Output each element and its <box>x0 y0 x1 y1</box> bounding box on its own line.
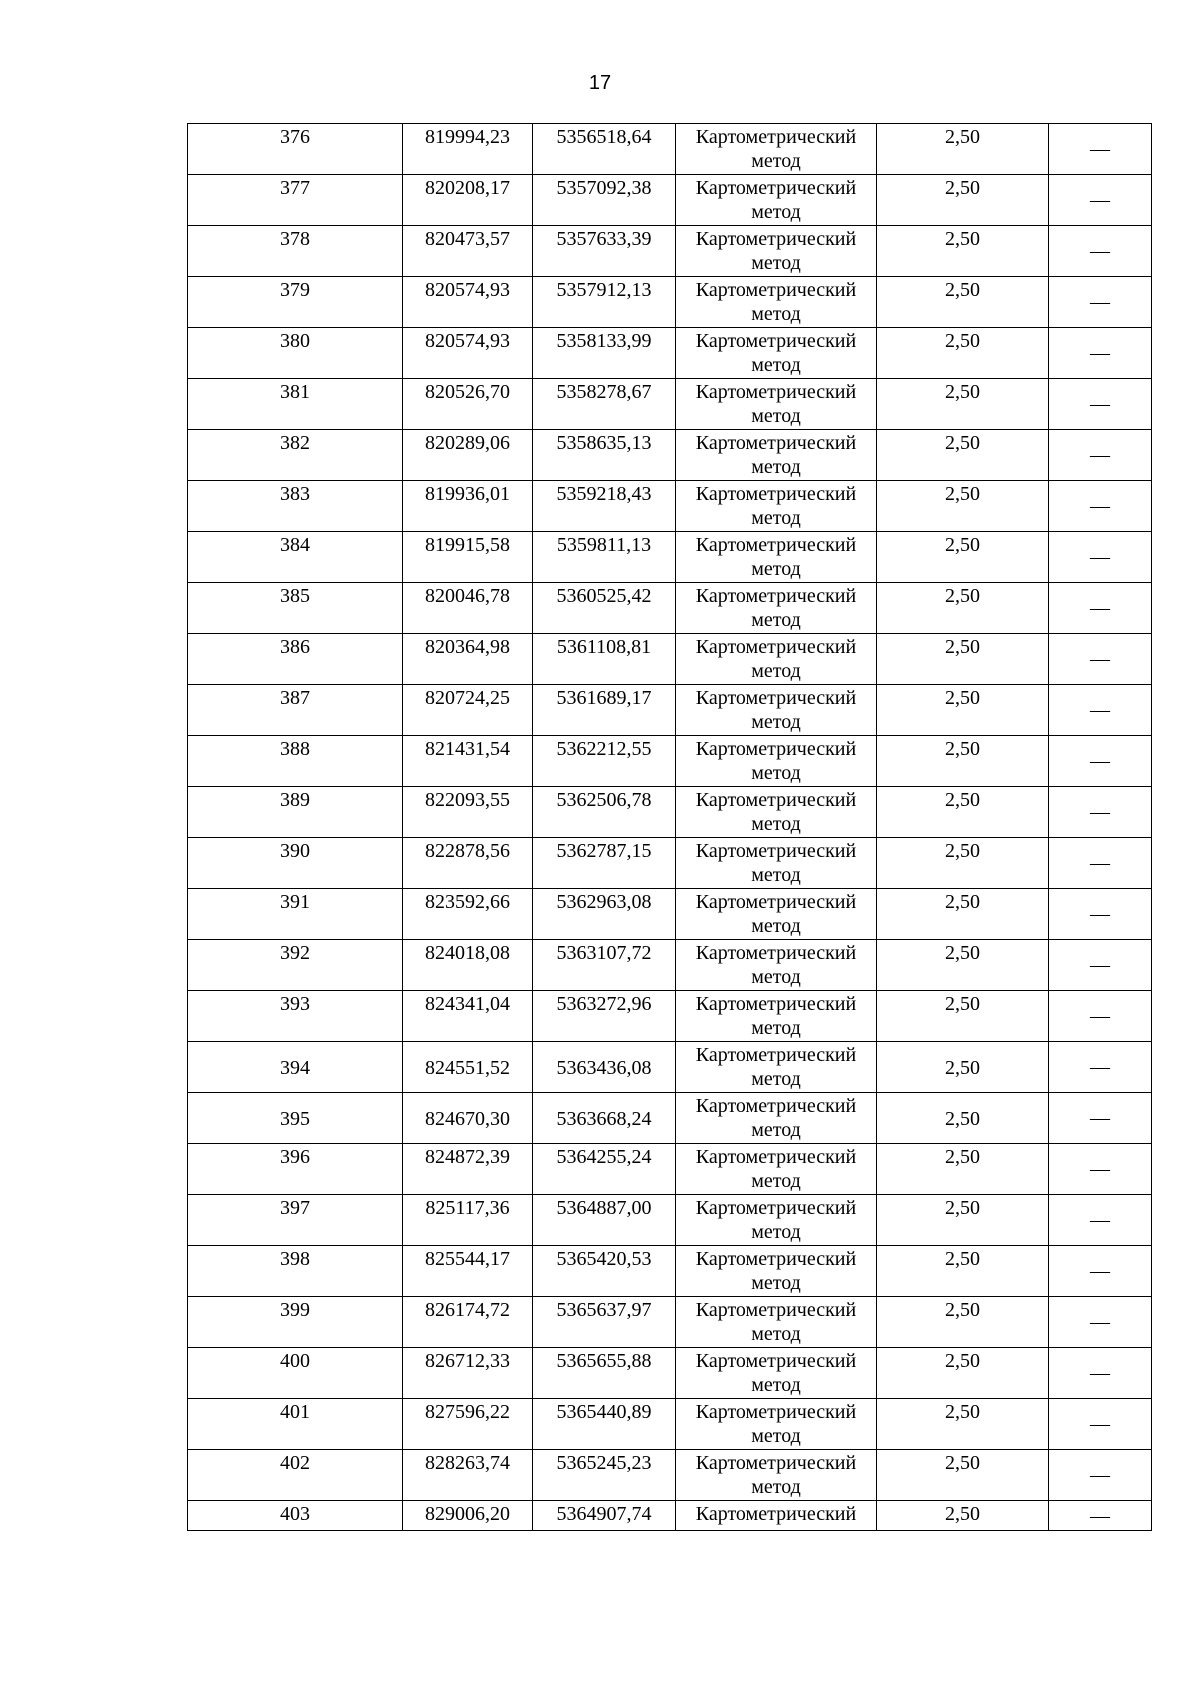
method-cell <box>676 1042 877 1093</box>
table-row <box>188 583 1152 634</box>
accuracy-cell: 2,50 <box>877 277 1049 328</box>
description-cell: — <box>1049 1246 1152 1297</box>
y-coordinate-cell: 5365637,97 <box>533 1297 676 1348</box>
description-cell: — <box>1049 226 1152 277</box>
x-coordinate-cell: 820574,93 <box>403 328 533 379</box>
description-cell: — <box>1049 1399 1152 1450</box>
y-coordinate-cell: 5363436,08 <box>533 1042 676 1093</box>
table-row <box>188 634 1152 685</box>
table-row <box>188 1297 1152 1348</box>
point-number-cell: 388 <box>188 736 403 787</box>
description-cell: — <box>1049 481 1152 532</box>
method-line-1: Картометрический <box>695 891 857 913</box>
accuracy-cell: 2,50 <box>877 940 1049 991</box>
method-line-1: Картометрический <box>695 1401 857 1423</box>
x-coordinate-cell: 824872,39 <box>403 1144 533 1195</box>
method-line-1: Картометрический <box>695 330 857 352</box>
method-cell <box>676 277 877 328</box>
point-number-cell: 391 <box>188 889 403 940</box>
accuracy-cell: 2,50 <box>877 481 1049 532</box>
method-cell <box>676 583 877 634</box>
description-cell: — <box>1049 889 1152 940</box>
y-coordinate-cell: 5358635,13 <box>533 430 676 481</box>
point-number-cell: 395 <box>188 1093 403 1144</box>
x-coordinate-cell: 820364,98 <box>403 634 533 685</box>
description-cell: — <box>1049 430 1152 481</box>
y-coordinate-cell: 5361689,17 <box>533 685 676 736</box>
table-row <box>188 787 1152 838</box>
method-line-2: метод <box>751 150 801 172</box>
accuracy-cell: 2,50 <box>877 1246 1049 1297</box>
table-row <box>188 991 1152 1042</box>
method-line-2: метод <box>751 1323 801 1345</box>
coordinates-table <box>187 123 1152 1531</box>
method-line-1: Картометрический <box>695 534 857 556</box>
point-number-cell: 400 <box>188 1348 403 1399</box>
method-line-2: метод <box>751 1068 801 1090</box>
x-coordinate-cell: 820208,17 <box>403 175 533 226</box>
method-line-2: метод <box>751 813 801 835</box>
table-row <box>188 1450 1152 1501</box>
accuracy-cell: 2,50 <box>877 583 1049 634</box>
point-number-cell: 401 <box>188 1399 403 1450</box>
table-row <box>188 328 1152 379</box>
y-coordinate-cell: 5363107,72 <box>533 940 676 991</box>
table-row <box>188 1399 1152 1450</box>
method-cell <box>676 991 877 1042</box>
method-cell <box>676 226 877 277</box>
point-number-cell: 378 <box>188 226 403 277</box>
description-cell: — <box>1049 1093 1152 1144</box>
accuracy-cell: 2,50 <box>877 634 1049 685</box>
method-line-1: Картометрический <box>695 177 857 199</box>
description-cell: — <box>1049 328 1152 379</box>
method-line-2: метод <box>751 456 801 478</box>
point-number-cell: 380 <box>188 328 403 379</box>
method-cell <box>676 1246 877 1297</box>
description-cell: — <box>1049 1042 1152 1093</box>
x-coordinate-cell: 820724,25 <box>403 685 533 736</box>
x-coordinate-cell: 819994,23 <box>403 124 533 175</box>
x-coordinate-cell: 820046,78 <box>403 583 533 634</box>
method-cell <box>676 1399 877 1450</box>
accuracy-cell: 2,50 <box>877 1144 1049 1195</box>
accuracy-cell: 2,50 <box>877 175 1049 226</box>
table-row <box>188 685 1152 736</box>
table-row <box>188 1348 1152 1399</box>
method-cell <box>676 1450 877 1501</box>
table-row <box>188 940 1152 991</box>
method-line-2: метод <box>751 1425 801 1447</box>
accuracy-cell: 2,50 <box>877 838 1049 889</box>
method-line-1: Картометрический <box>695 738 857 760</box>
method-line-2: метод <box>751 1476 801 1498</box>
description-cell: — <box>1049 1450 1152 1501</box>
method-line-1: Картометрический <box>695 1503 857 1525</box>
y-coordinate-cell: 5363668,24 <box>533 1093 676 1144</box>
method-cell <box>676 430 877 481</box>
y-coordinate-cell: 5365440,89 <box>533 1399 676 1450</box>
y-coordinate-cell: 5359811,13 <box>533 532 676 583</box>
x-coordinate-cell: 820289,06 <box>403 430 533 481</box>
method-cell <box>676 532 877 583</box>
x-coordinate-cell: 823592,66 <box>403 889 533 940</box>
method-cell <box>676 634 877 685</box>
description-cell: — <box>1049 124 1152 175</box>
table-row <box>188 889 1152 940</box>
point-number-cell: 387 <box>188 685 403 736</box>
method-cell <box>676 124 877 175</box>
method-cell <box>676 1348 877 1399</box>
method-cell <box>676 685 877 736</box>
table-row <box>188 226 1152 277</box>
method-line-2: метод <box>751 252 801 274</box>
x-coordinate-cell: 826174,72 <box>403 1297 533 1348</box>
y-coordinate-cell: 5364255,24 <box>533 1144 676 1195</box>
y-coordinate-cell: 5358133,99 <box>533 328 676 379</box>
coordinates-table-body <box>188 124 1152 1531</box>
method-line-1: Картометрический <box>695 1350 857 1372</box>
method-cell <box>676 1093 877 1144</box>
method-cell <box>676 175 877 226</box>
description-cell: — <box>1049 1348 1152 1399</box>
method-line-2: метод <box>751 1017 801 1039</box>
table-row <box>188 1093 1152 1144</box>
x-coordinate-cell: 822878,56 <box>403 838 533 889</box>
description-cell: — <box>1049 175 1152 226</box>
y-coordinate-cell: 5365245,23 <box>533 1450 676 1501</box>
table-row <box>188 1195 1152 1246</box>
table-row <box>188 430 1152 481</box>
method-cell <box>676 1501 877 1531</box>
x-coordinate-cell: 819915,58 <box>403 532 533 583</box>
method-line-2: метод <box>751 303 801 325</box>
y-coordinate-cell: 5365655,88 <box>533 1348 676 1399</box>
method-cell <box>676 328 877 379</box>
method-line-1: Картометрический <box>695 840 857 862</box>
point-number-cell: 403 <box>188 1501 403 1531</box>
y-coordinate-cell: 5361108,81 <box>533 634 676 685</box>
method-line-1: Картометрический <box>695 1146 857 1168</box>
method-line-2: метод <box>751 201 801 223</box>
method-line-1: Картометрический <box>695 126 857 148</box>
x-coordinate-cell: 824551,52 <box>403 1042 533 1093</box>
method-line-1: Картометрический <box>695 1197 857 1219</box>
accuracy-cell: 2,50 <box>877 1399 1049 1450</box>
x-coordinate-cell: 824670,30 <box>403 1093 533 1144</box>
y-coordinate-cell: 5356518,64 <box>533 124 676 175</box>
method-line-1: Картометрический <box>695 1095 857 1117</box>
x-coordinate-cell: 824341,04 <box>403 991 533 1042</box>
description-cell: — <box>1049 277 1152 328</box>
method-line-1: Картометрический <box>695 636 857 658</box>
method-line-1: Картометрический <box>695 942 857 964</box>
method-line-2: метод <box>751 354 801 376</box>
y-coordinate-cell: 5357912,13 <box>533 277 676 328</box>
method-line-1: Картометрический <box>695 432 857 454</box>
y-coordinate-cell: 5362963,08 <box>533 889 676 940</box>
x-coordinate-cell: 822093,55 <box>403 787 533 838</box>
table-row <box>188 736 1152 787</box>
accuracy-cell: 2,50 <box>877 1195 1049 1246</box>
point-number-cell: 382 <box>188 430 403 481</box>
accuracy-cell: 2,50 <box>877 736 1049 787</box>
method-cell <box>676 940 877 991</box>
point-number-cell: 396 <box>188 1144 403 1195</box>
method-line-1: Картометрический <box>695 789 857 811</box>
method-line-1: Картометрический <box>695 279 857 301</box>
x-coordinate-cell: 826712,33 <box>403 1348 533 1399</box>
description-cell: — <box>1049 787 1152 838</box>
method-cell <box>676 838 877 889</box>
method-cell <box>676 481 877 532</box>
x-coordinate-cell: 820473,57 <box>403 226 533 277</box>
y-coordinate-cell: 5357633,39 <box>533 226 676 277</box>
point-number-cell: 402 <box>188 1450 403 1501</box>
method-line-2: метод <box>751 1374 801 1396</box>
method-line-1: Картометрический <box>695 1248 857 1270</box>
description-cell: — <box>1049 1195 1152 1246</box>
method-line-2: метод <box>751 966 801 988</box>
method-line-1: Картометрический <box>695 1044 857 1066</box>
point-number-cell: 379 <box>188 277 403 328</box>
method-line-2: метод <box>751 915 801 937</box>
x-coordinate-cell: 825117,36 <box>403 1195 533 1246</box>
description-cell: — <box>1049 379 1152 430</box>
description-cell: — <box>1049 532 1152 583</box>
accuracy-cell: 2,50 <box>877 1042 1049 1093</box>
table-row <box>188 1144 1152 1195</box>
point-number-cell: 398 <box>188 1246 403 1297</box>
point-number-cell: 377 <box>188 175 403 226</box>
accuracy-cell: 2,50 <box>877 430 1049 481</box>
accuracy-cell: 2,50 <box>877 1093 1049 1144</box>
method-line-2: метод <box>751 405 801 427</box>
table-row <box>188 175 1152 226</box>
description-cell: — <box>1049 736 1152 787</box>
point-number-cell: 376 <box>188 124 403 175</box>
table-row <box>188 532 1152 583</box>
description-cell: — <box>1049 940 1152 991</box>
x-coordinate-cell: 819936,01 <box>403 481 533 532</box>
point-number-cell: 386 <box>188 634 403 685</box>
accuracy-cell: 2,50 <box>877 1348 1049 1399</box>
method-line-2: метод <box>751 1272 801 1294</box>
method-line-2: метод <box>751 762 801 784</box>
point-number-cell: 392 <box>188 940 403 991</box>
method-line-1: Картометрический <box>695 483 857 505</box>
x-coordinate-cell: 820574,93 <box>403 277 533 328</box>
accuracy-cell: 2,50 <box>877 532 1049 583</box>
accuracy-cell: 2,50 <box>877 379 1049 430</box>
point-number-cell: 394 <box>188 1042 403 1093</box>
table-row <box>188 481 1152 532</box>
method-line-2: метод <box>751 1119 801 1141</box>
method-line-2: метод <box>751 864 801 886</box>
x-coordinate-cell: 829006,20 <box>403 1501 533 1531</box>
x-coordinate-cell: 820526,70 <box>403 379 533 430</box>
accuracy-cell: 2,50 <box>877 1501 1049 1531</box>
y-coordinate-cell: 5359218,43 <box>533 481 676 532</box>
method-cell <box>676 736 877 787</box>
description-cell: — <box>1049 583 1152 634</box>
method-cell <box>676 1195 877 1246</box>
point-number-cell: 393 <box>188 991 403 1042</box>
table-row <box>188 124 1152 175</box>
y-coordinate-cell: 5364907,74 <box>533 1501 676 1531</box>
description-cell: — <box>1049 991 1152 1042</box>
method-cell <box>676 1144 877 1195</box>
table-row <box>188 1246 1152 1297</box>
description-cell: — <box>1049 1297 1152 1348</box>
description-cell: — <box>1049 838 1152 889</box>
method-cell <box>676 379 877 430</box>
point-number-cell: 399 <box>188 1297 403 1348</box>
accuracy-cell: 2,50 <box>877 889 1049 940</box>
description-cell: — <box>1049 685 1152 736</box>
method-line-2: метод <box>751 507 801 529</box>
method-line-2: метод <box>751 711 801 733</box>
point-number-cell: 390 <box>188 838 403 889</box>
y-coordinate-cell: 5363272,96 <box>533 991 676 1042</box>
table-row <box>188 379 1152 430</box>
method-line-1: Картометрический <box>695 381 857 403</box>
description-cell: — <box>1049 1144 1152 1195</box>
description-cell: — <box>1049 1501 1152 1531</box>
description-cell: — <box>1049 634 1152 685</box>
method-line-2: метод <box>751 1170 801 1192</box>
method-line-1: Картометрический <box>695 1299 857 1321</box>
table-row <box>188 277 1152 328</box>
x-coordinate-cell: 824018,08 <box>403 940 533 991</box>
method-line-1: Картометрический <box>695 1452 857 1474</box>
y-coordinate-cell: 5364887,00 <box>533 1195 676 1246</box>
x-coordinate-cell: 821431,54 <box>403 736 533 787</box>
method-cell <box>676 1297 877 1348</box>
accuracy-cell: 2,50 <box>877 991 1049 1042</box>
accuracy-cell: 2,50 <box>877 787 1049 838</box>
x-coordinate-cell: 828263,74 <box>403 1450 533 1501</box>
method-line-2: метод <box>751 660 801 682</box>
y-coordinate-cell: 5365420,53 <box>533 1246 676 1297</box>
point-number-cell: 397 <box>188 1195 403 1246</box>
y-coordinate-cell: 5358278,67 <box>533 379 676 430</box>
table-row <box>188 1501 1152 1531</box>
y-coordinate-cell: 5362212,55 <box>533 736 676 787</box>
table-row <box>188 1042 1152 1093</box>
table-row <box>188 838 1152 889</box>
y-coordinate-cell: 5360525,42 <box>533 583 676 634</box>
accuracy-cell: 2,50 <box>877 685 1049 736</box>
method-line-2: метод <box>751 609 801 631</box>
point-number-cell: 381 <box>188 379 403 430</box>
method-cell <box>676 889 877 940</box>
method-line-1: Картометрический <box>695 585 857 607</box>
point-number-cell: 383 <box>188 481 403 532</box>
accuracy-cell: 2,50 <box>877 1450 1049 1501</box>
x-coordinate-cell: 827596,22 <box>403 1399 533 1450</box>
point-number-cell: 389 <box>188 787 403 838</box>
accuracy-cell: 2,50 <box>877 1297 1049 1348</box>
point-number-cell: 385 <box>188 583 403 634</box>
accuracy-cell: 2,50 <box>877 226 1049 277</box>
method-line-1: Картометрический <box>695 228 857 250</box>
x-coordinate-cell: 825544,17 <box>403 1246 533 1297</box>
accuracy-cell: 2,50 <box>877 328 1049 379</box>
y-coordinate-cell: 5362787,15 <box>533 838 676 889</box>
accuracy-cell: 2,50 <box>877 124 1049 175</box>
y-coordinate-cell: 5357092,38 <box>533 175 676 226</box>
method-line-1: Картометрический <box>695 993 857 1015</box>
method-line-2: метод <box>751 1221 801 1243</box>
page-number: 17 <box>588 72 612 94</box>
point-number-cell: 384 <box>188 532 403 583</box>
method-cell <box>676 787 877 838</box>
method-line-1: Картометрический <box>695 687 857 709</box>
y-coordinate-cell: 5362506,78 <box>533 787 676 838</box>
method-line-2: метод <box>751 558 801 580</box>
